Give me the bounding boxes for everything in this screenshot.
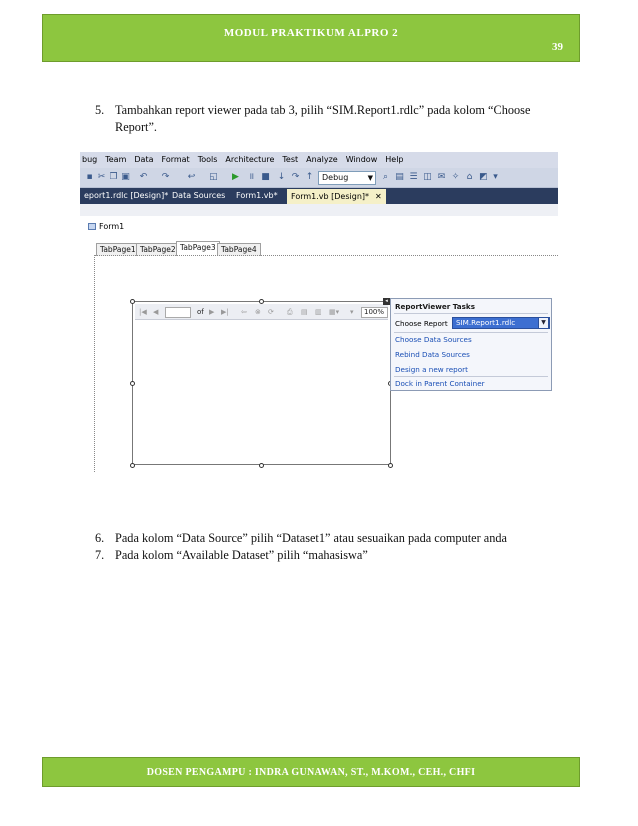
tab-strip-gap	[80, 204, 558, 216]
step-text: Pada kolom “Available Dataset” pilih “mahasiswa”	[115, 548, 368, 562]
tools-icon[interactable]: ✧	[451, 172, 460, 182]
toolbar-options-icon[interactable]: ▾	[493, 172, 498, 182]
zoom-combo[interactable]: 100%	[361, 307, 388, 318]
undo-icon[interactable]: ↶	[139, 172, 148, 182]
choose-report-label: Choose Report	[395, 319, 448, 328]
step-6	[95, 530, 565, 548]
dock-in-parent-link[interactable]: Dock in Parent Container	[395, 379, 485, 388]
doc-tab-form1-code[interactable]: Form1.vb*	[236, 191, 278, 200]
solution-explorer-icon[interactable]: ▤	[395, 172, 404, 182]
resize-handle[interactable]	[259, 463, 264, 468]
navigate-backward-icon[interactable]: ↩	[187, 172, 196, 182]
page-setup-icon[interactable]: ▥	[315, 308, 322, 316]
footer-text: DOSEN PENGAMPU : INDRA GUNAWAN, ST., M.KOM., CEH., CHFI	[146, 767, 476, 778]
solution-config-combo[interactable]	[318, 171, 376, 185]
export-icon[interactable]: ▦▾	[329, 308, 340, 316]
redo-icon[interactable]: ↷	[161, 172, 170, 182]
divider	[394, 376, 548, 377]
report-viewer-control[interactable]	[132, 301, 391, 465]
doc-tab-form1-design[interactable]	[287, 189, 386, 204]
chevron-down-icon: ▼	[367, 174, 373, 182]
previous-page-icon[interactable]: ◀	[153, 308, 159, 316]
step-over-icon[interactable]: ↷	[291, 172, 300, 182]
page-number-input[interactable]	[165, 307, 191, 318]
page-footer-banner	[42, 757, 580, 787]
report-viewer-toolbar	[135, 304, 388, 320]
next-page-icon[interactable]: ▶	[209, 308, 215, 316]
tab-tabpage3[interactable]: TabPage3	[176, 241, 220, 256]
form-title-bar	[88, 222, 124, 231]
toolbox-icon[interactable]: ✉	[437, 172, 446, 182]
print-layout-icon[interactable]: ▤	[301, 308, 308, 316]
of-label: of	[197, 308, 204, 316]
smart-tag-icon[interactable]: ◂	[383, 298, 390, 305]
design-new-report-link[interactable]: Design a new report	[395, 365, 468, 374]
first-page-icon[interactable]: |◀	[139, 308, 147, 316]
toolbar	[80, 168, 558, 188]
page-number: 39	[552, 41, 563, 53]
cut-icon[interactable]: ✂	[97, 172, 106, 182]
save-icon[interactable]: ▪	[86, 172, 93, 182]
last-page-icon[interactable]: ▶|	[221, 308, 229, 316]
close-icon[interactable]: ✕	[375, 192, 382, 201]
page-header-banner	[42, 14, 580, 62]
step-5	[95, 102, 565, 138]
choose-report-value: SIM.Report1.rdlc	[456, 318, 516, 327]
form-title: Form1	[99, 222, 125, 231]
menu-item[interactable]: Analyze	[306, 155, 338, 164]
menu-item[interactable]: Test	[282, 155, 299, 164]
doc-tab-data-sources[interactable]: Data Sources	[172, 191, 226, 200]
extension-icon[interactable]: ◩	[479, 172, 488, 182]
solution-config-value: Debug	[322, 173, 349, 182]
step-out-icon[interactable]: ↑	[305, 172, 314, 182]
start-debug-icon[interactable]: ▶	[232, 172, 239, 182]
menu-item[interactable]: Tools	[197, 155, 218, 164]
start-page-icon[interactable]: ⌂	[466, 172, 473, 182]
properties-icon[interactable]: ☰	[409, 172, 418, 182]
pause-icon[interactable]: ॥	[248, 172, 255, 182]
step-number: 7.	[95, 548, 105, 562]
step-text-cont: Report”.	[115, 120, 158, 134]
tab-tabpage1[interactable]: TabPage1	[96, 243, 140, 256]
resize-handle[interactable]	[388, 463, 393, 468]
find-icon[interactable]: ⌕	[382, 172, 389, 182]
rebind-data-sources-link[interactable]: Rebind Data Sources	[395, 350, 470, 359]
menu-item[interactable]: Format	[161, 155, 190, 164]
tab-tabpage4[interactable]: TabPage4	[217, 243, 261, 256]
print-icon[interactable]: ⎙	[287, 308, 293, 316]
chevron-down-icon[interactable]: ▼	[538, 317, 549, 329]
divider	[394, 313, 548, 314]
paste-icon[interactable]: ▣	[121, 172, 130, 182]
document-tabs	[80, 188, 558, 204]
divider	[394, 332, 548, 333]
step-number: 6.	[95, 531, 105, 545]
tasks-title: ReportViewer Tasks	[395, 302, 475, 311]
object-browser-icon[interactable]: ◫	[423, 172, 432, 182]
step-into-icon[interactable]: ↓	[277, 172, 286, 182]
new-item-icon[interactable]: ◱	[209, 172, 218, 182]
tab-tabpage2[interactable]: TabPage2	[136, 243, 180, 256]
menu-item[interactable]: Data	[134, 155, 154, 164]
form-icon	[88, 223, 96, 230]
back-icon[interactable]: ⇦	[241, 308, 247, 316]
resize-handle[interactable]	[130, 299, 135, 304]
step-number: 5.	[95, 103, 105, 117]
step-7	[95, 547, 565, 565]
stop-icon[interactable]: ■	[261, 172, 270, 182]
menu-bar	[80, 152, 558, 168]
doc-tab-report-design[interactable]: eport1.rdlc [Design]*	[84, 191, 169, 200]
menu-item[interactable]: Team	[105, 155, 127, 164]
copy-icon[interactable]: ❐	[109, 172, 118, 182]
menu-item[interactable]: Help	[385, 155, 404, 164]
stop-icon[interactable]: ⊗	[255, 308, 261, 316]
refresh-icon[interactable]: ⟳	[268, 308, 274, 316]
menu-item[interactable]: Window	[345, 155, 378, 164]
resize-handle[interactable]	[130, 381, 135, 386]
reportviewer-tasks-panel	[390, 298, 552, 391]
menu-item[interactable]: Architecture	[225, 155, 275, 164]
visual-studio-screenshot	[80, 152, 558, 472]
choose-report-combo[interactable]	[452, 317, 550, 329]
module-title: MODUL PRAKTIKUM ALPRO 2	[223, 27, 399, 39]
step-text: Tambahkan report viewer pada tab 3, pilih “SIM.Report1.rdlc” pada kolom “Choose	[115, 103, 531, 117]
menu-item[interactable]: bug	[82, 155, 98, 164]
step-text: Pada kolom “Data Source” pilih “Dataset1” atau sesuaikan pada computer anda	[115, 531, 507, 545]
doc-tab-label: Form1.vb [Design]*	[291, 192, 370, 201]
resize-handle[interactable]	[259, 299, 264, 304]
zoom-dropdown-icon[interactable]: ▾	[350, 308, 354, 316]
resize-handle[interactable]	[130, 463, 135, 468]
choose-data-sources-link[interactable]: Choose Data Sources	[395, 335, 472, 344]
